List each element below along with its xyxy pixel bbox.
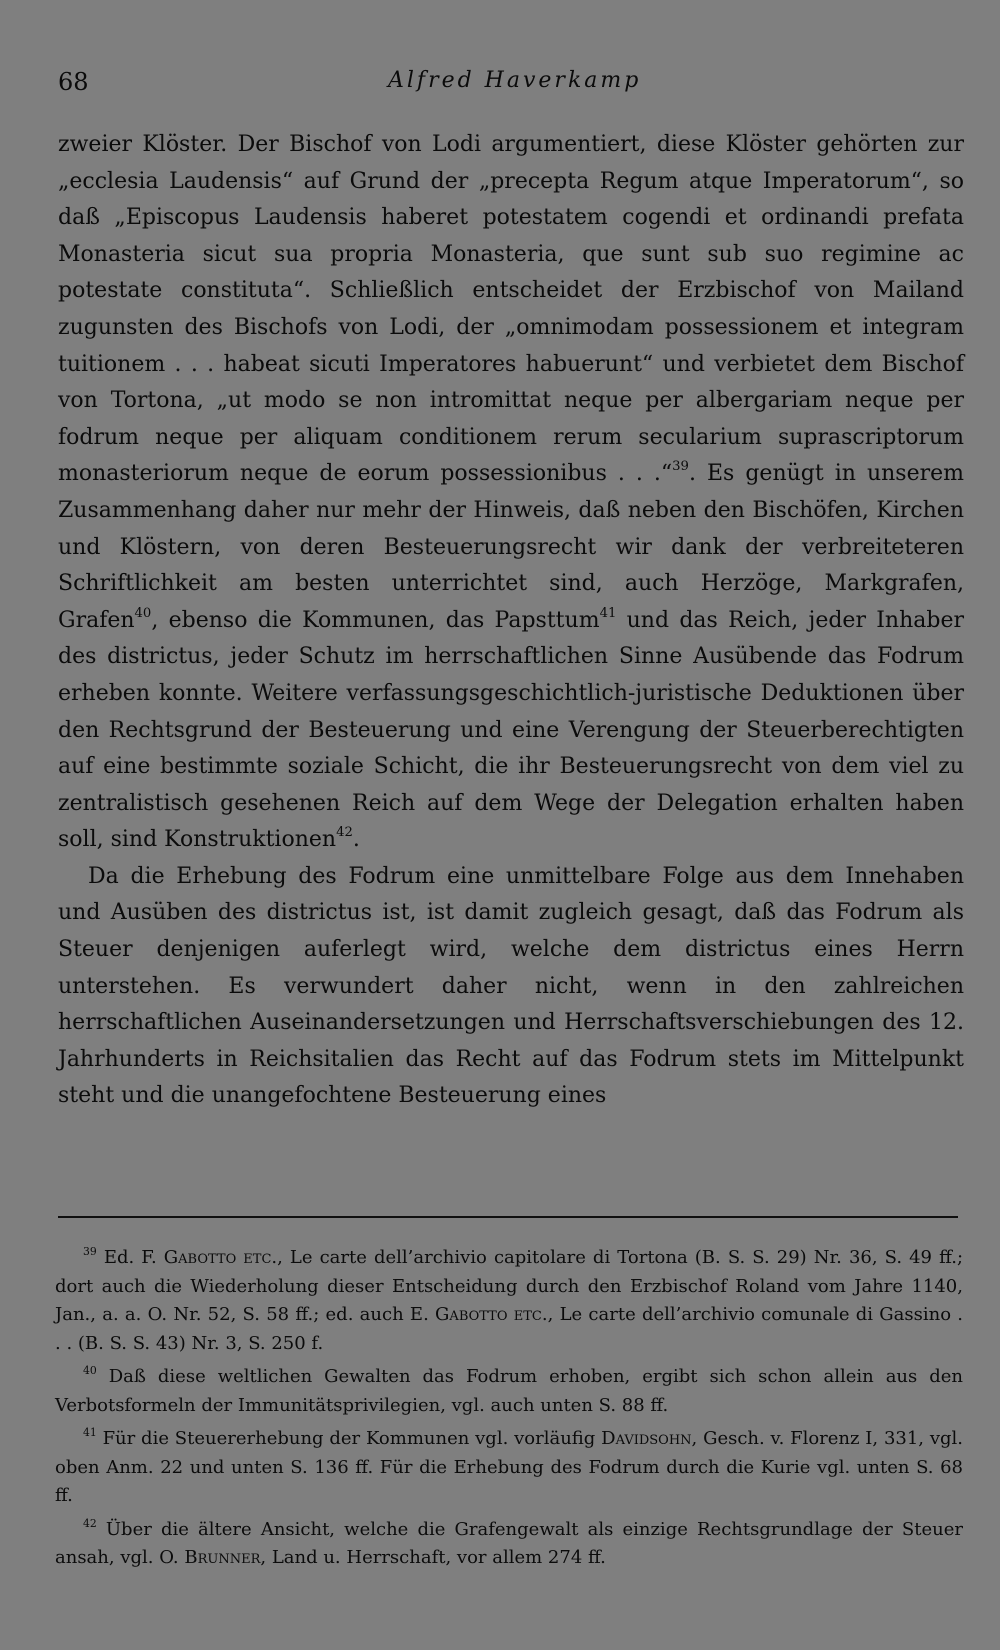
text-run: , Le carte dell’archivio comunale di Gassino . . . (B. S. S. 43) Nr. 3, S. 250 f. (55, 1304, 963, 1354)
footnote-number: 42 (83, 1516, 97, 1530)
footnote-number: 40 (83, 1363, 97, 1377)
author-name: Brunner (184, 1547, 261, 1568)
footnote-ref-39: 39 (672, 459, 689, 475)
text-run: Daß diese weltlichen Gewalten das Fodrum erhoben, ergibt sich schon allein aus den Verbotsformeln der Immunitätsprivilegien, vgl. auch unten S. 88 ff. (55, 1366, 963, 1416)
text-run: . (352, 827, 360, 853)
paragraph-1 (58, 127, 964, 859)
text-run: , Land u. Herrschaft, vor allem 274 ff. (260, 1547, 606, 1568)
paragraph-2: Da die Erhebung des Fodrum eine unmittelbare Folge aus dem Innehaben und Ausüben des districtus ist, ist damit zugleich gesagt, daß das Fodrum als Steuer denjenigen auferlegt wird, welche dem districtus eines Herrn unterstehen. Es verwundert daher nicht, wenn in den zahlreichen herrschaftlichen Auseinandersetzungen und Herrschaftsverschiebungen des 12. Jahrhunderts in Reichsitalien das Recht auf das Fodrum stets im Mittelpunkt steht und die unangefochtene Besteuerung eines (58, 863, 964, 1109)
footnote-40 (55, 1363, 963, 1420)
author-name: Davidsohn (601, 1428, 692, 1449)
footnote-ref-42: 42 (336, 825, 353, 841)
running-head: Alfred Haverkamp (388, 68, 642, 93)
text-run: . Es genügt in unserem Zusammenhang daher nur mehr der Hinweis, daß neben den Bischöfen, Kirchen und Klöstern, von deren Besteuerungsrecht wir dank der verbreiteteren Schriftlichkeit am besten unterrichtet sind, auch Herzöge, Markgrafen, Grafen (58, 461, 964, 633)
footnote-39 (55, 1244, 963, 1358)
page-header (58, 68, 960, 108)
author-name: Gabotto etc. (435, 1304, 548, 1325)
text-run: Ed. F. (103, 1247, 164, 1268)
text-run: und das Reich, jeder Inhaber des districtus, jeder Schutz im herrschaftlichen Sinne Ausübende das Fodrum erheben konnte. Weitere verfassungsgeschichtlich-juristische Deduktionen über den Rechtsgrund der Besteuerung und eine Verengung der Steuerberechtigten auf eine bestimmte soziale Schicht, die ihr Besteuerungsrecht von dem viel zu zentralistisch gesehenen Reich auf dem Wege der Delegation erhalten haben soll, sind Konstruktionen (58, 607, 965, 853)
text-run: , Gesch. v. Florenz I, 331, vgl. oben Anm. 22 und unten S. 136 ff. Für die Erhebung des Fodrum durch die Kurie vgl. unten S. 68 ff. (55, 1428, 963, 1506)
text-run: Für die Steuererhebung der Kommunen vgl. vorläufig (102, 1428, 602, 1449)
main-text (58, 127, 964, 1115)
page-number: 68 (58, 68, 89, 96)
text-run: Über die ältere Ansicht, welche die Grafengewalt als einzige Rechtsgrundlage der Steuer ansah, vgl. O. (55, 1518, 963, 1568)
author-name: Gabotto etc. (163, 1247, 278, 1268)
text-run: , ebenso die Kommunen, das Papsttum (151, 607, 600, 633)
footnote-divider (58, 1216, 958, 1218)
footnotes (55, 1244, 963, 1578)
text-run: zweier Klöster. Der Bischof von Lodi argumentiert, diese Klöster gehörten zur „ecclesia Laudensis“ auf Grund der „precepta Regum atque Imperatorum“, so daß „Episcopus Laudensis haberet potestatem cogendi et ordinandi prefata Monasteria sicut sua propria Monasteria, que sunt sub suo regimine ac potestate constituta“. Schließlich entscheidet der Erzbischof von Mailand zugunsten des Bischofs von Lodi, der „omnimodam possessionem et integram tuitionem . . . habeat sicuti Imperatores habuerunt“ und verbietet dem Bischof von Tortona, „ut modo se non intromittat neque per albergariam neque per fodrum neque per aliquam conditionem rerum secularium suprascriptorum monasteriorum neque de eorum possessionibus . . .“ (58, 132, 964, 487)
footnote-ref-41: 41 (599, 605, 617, 621)
footnote-number: 41 (83, 1425, 97, 1439)
footnote-42 (55, 1516, 963, 1573)
footnote-ref-40: 40 (134, 605, 152, 621)
footnote-41 (55, 1425, 963, 1511)
text-run: , Le carte dell’archivio capitolare di Tortona (B. S. S. 29) Nr. 36, S. 49 ff.; dort auch die Wiederholung dieser Entscheidung durch den Erzbischof Roland vom Jahre 1140, Jan., a. a. O. Nr. 52, S. 58 ff.; ed. auch E. (55, 1247, 964, 1325)
footnote-number: 39 (83, 1244, 97, 1258)
